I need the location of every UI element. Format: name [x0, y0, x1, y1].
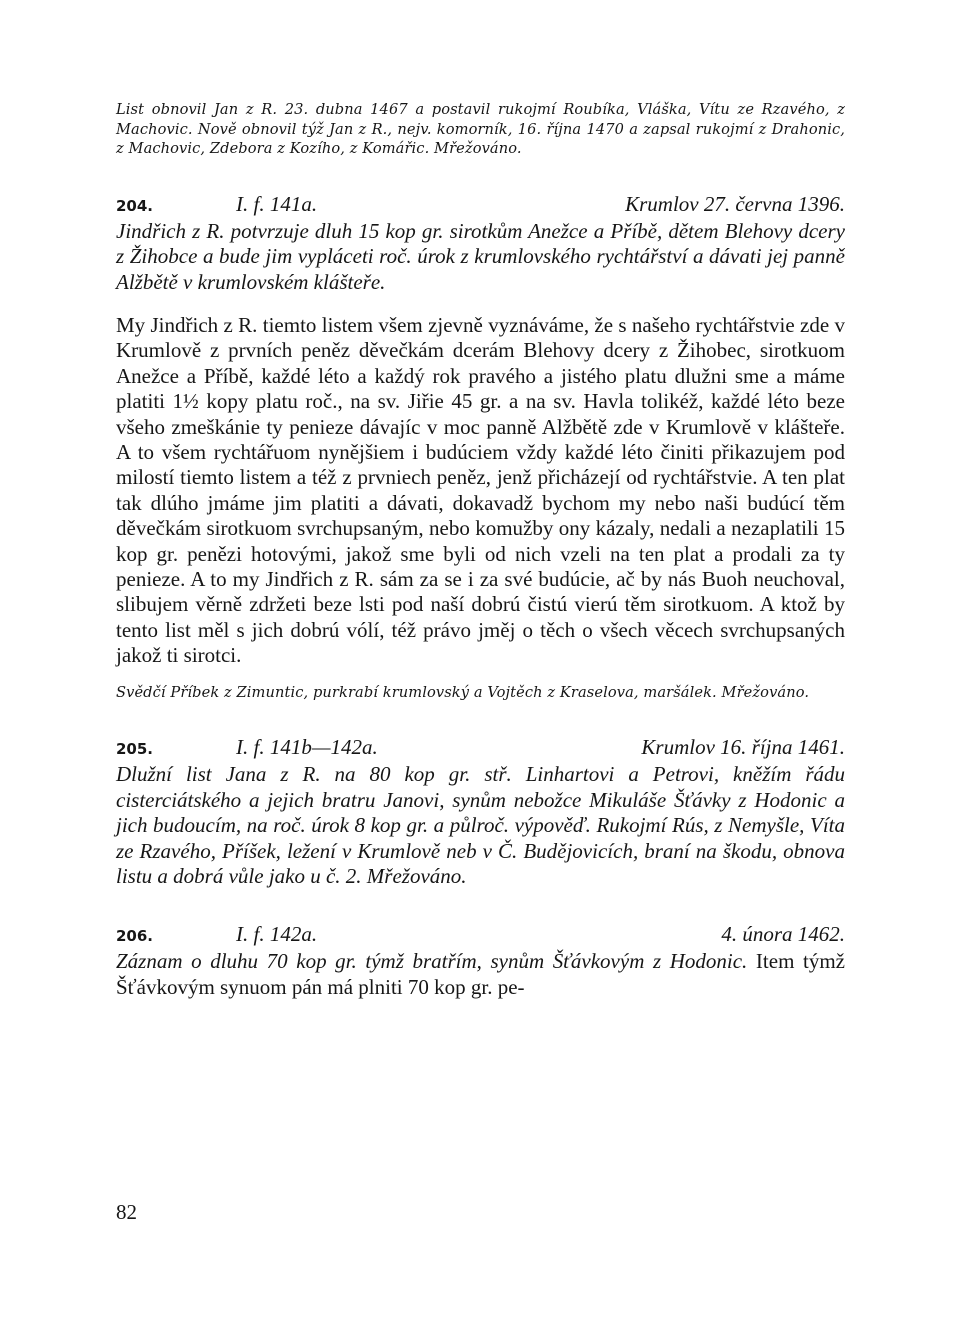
entry-number: 206.: [116, 927, 154, 946]
entry-header-206: [116, 921, 845, 949]
entry-date: Krumlov 27. června 1396.: [625, 191, 845, 216]
entry-body-text: Item týmž Šťávkovým synuom pán má plniti 70 kop gr. pe-: [116, 949, 845, 999]
entry-header-205: [116, 734, 845, 762]
entry-reference: I. f. 141a.: [236, 191, 318, 216]
entry-date: Krumlov 16. října 1461.: [641, 735, 845, 760]
entry-summary: Jindřich z R. potvrzuje dluh 15 kop gr. sirotkům Anežce a Příbě, dětem Blehovy dcery z Žihobce a bude jim vypláceti roč. úrok z krumlovského rychtářství a dávati jej panně Alžbětě v krumlovském klášteře.: [116, 218, 845, 294]
entry-body-text: My Jindřich z R. tiemto listem všem zjevně vyznáváme, že s našeho rychtářstvie zde v Krumlově z prvních peněz děvečkám dcerám Blehovy dcery z Žihobec, sirotkuom Anežce a Příbě, každé léto a každý rok pravého a jistého platu dlužni sme a máme platiti 1½ kopy platu roč., na sv. Jiřie 45 gr. a na sv. Havla tolikéž, každé léto beze všeho zmeškánie ty penieze dávajíc v moc panně Alžbětě zde v Krumlově v klášteře. A to všem rychtářuom nynějšiem i budúciem vždy každé léto činiti přikazujem pod milostí tiemto listem a též z prvniech peněz, jenž přicházejí od rychtářstvie. A ten plat tak dlúho jmáme jim platiti a dávati, dokavadž bychom my nebo naši budúcí těm děvečkám sirotkuom svrchupsaným, nebo komužby ony kázaly, nedali a nezaplatili 15 kop gr. penězi hotovými, jakož sme byli od nich vzeli na ten plat a prodali za ty penieze. A to my Jindřich z R. sám za se i za své budúcie, ač by nás Buoh neuchoval, slibujem věrně zdržeti beze lsti pod naší dobrú čistú vierú těm sirotkuom. A ktož by tento list měl s jich dobrú vólí, též právo jměj o těch o všech věcech svrchupsaných jakož ti sirotci.: [116, 313, 845, 668]
entry-date: 4. února 1462.: [721, 922, 845, 947]
intro-note: List obnovil Jan z R. 23. dubna 1467 a postavil rukojmí Roubíka, Vláška, Vítu ze Rzavého, z Machovic. Nově obnovil týž Jan z R., nejv. komorník, 16. října 1470 a zapsal rukojmí z Drahonic, z Machovic, Zdebora z Kozího, z Komářic. Mřežováno.: [116, 101, 845, 158]
entry-summary: Záznam o dluhu 70 kop gr. týmž bratřím, synům Šťávkovým z Hodonic.: [116, 949, 748, 974]
page-number: 82: [116, 1200, 137, 1224]
entry-note: Svědčí Příbek z Zimuntic, purkrabí krumlovský a Vojtěch z Kraselova, maršálek. Mřežováno.: [116, 683, 810, 701]
entry-summary: Dlužní list Jana z R. na 80 kop gr. stř. Linhartovi a Petrovi, kněžím řádu cisterciátského a jejich bratru Janovi, synům nebožce Mikuláše Šťávky z Hodonic a jich budoucím, na roč. úrok 8 kop gr. a půlroč. výpověď. Rukojmí Rús, z Nemyšle, Víta ze Rzavého, Příšek, ležení v Krumlově neb v Č. Budějovicích, braní na škodu, obnova listu a dobrá vůle jako u č. 2. Mřežováno.: [116, 762, 845, 888]
entry-number: 205.: [116, 740, 154, 759]
page-content: [116, 100, 845, 1000]
entry-reference: I. f. 141b—142a.: [236, 735, 378, 760]
entry-number: 204.: [116, 196, 154, 215]
entry-summary-with-text: [116, 949, 845, 1000]
entry-header-204: [116, 191, 845, 219]
entry-reference: I. f. 142a.: [236, 922, 318, 947]
